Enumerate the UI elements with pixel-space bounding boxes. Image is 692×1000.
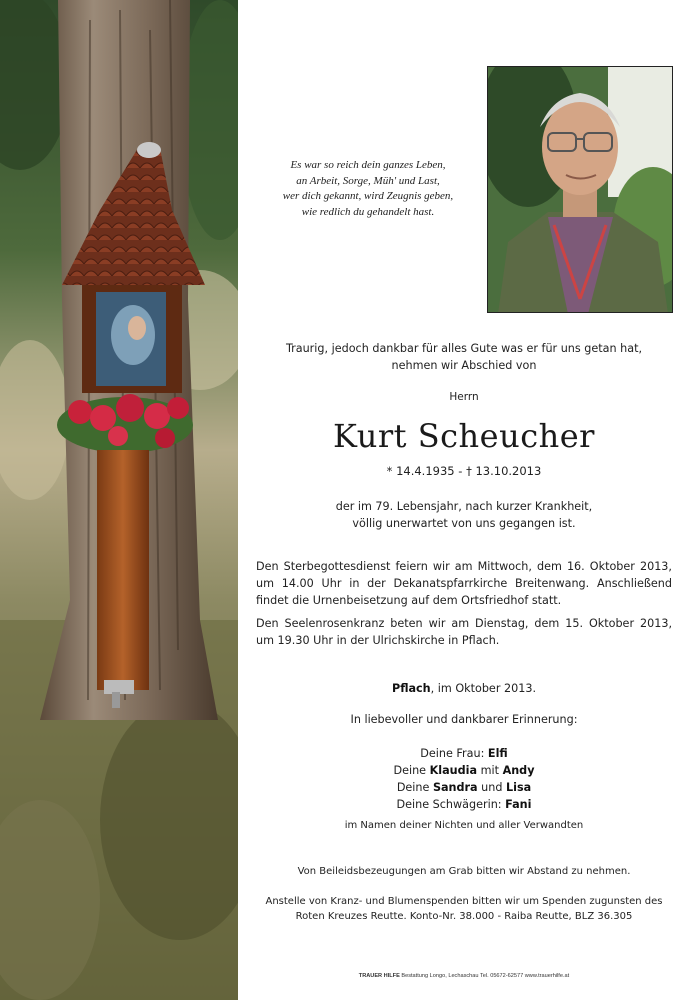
place-date <box>256 682 672 695</box>
passing-text <box>256 498 672 532</box>
donation-line: Roten Kreuzes Reutte. Konto-Nr. 38.000 - Raiba Reutte, BLZ 36.305 <box>295 910 633 922</box>
quote-line: an Arbeit, Sorge, Müh' und Last, <box>296 174 440 187</box>
shrine-illustration <box>0 0 238 1000</box>
funeral-home-footer <box>256 973 672 979</box>
memorial-quote <box>258 158 478 220</box>
memory-heading: In liebevoller und dankbarer Erinnerung: <box>350 713 578 726</box>
footer-brand: TRAUER HILFE <box>358 973 400 979</box>
quote-line: Es war so reich dein ganzes Leben, <box>290 159 446 171</box>
family-name: Sandra <box>432 781 478 794</box>
portrait-photo <box>487 66 673 313</box>
family-member <box>256 796 672 813</box>
intro-line: nehmen wir Abschied von <box>391 359 537 372</box>
condolence-note: Von Beileidsbezeugungen am Grab bitten wir Abstand zu nehmen. <box>297 866 631 877</box>
passing-line: der im 79. Lebensjahr, nach kurzer Krankheit, <box>335 500 593 513</box>
quote-line: wer dich gekannt, wird Zeugnis geben, <box>282 190 454 202</box>
portrait-illustration <box>488 67 673 313</box>
family-list <box>256 745 672 813</box>
family-name: Lisa <box>506 781 532 794</box>
family-member <box>256 762 672 779</box>
family-prefix: Deine Schwägerin: <box>396 798 506 811</box>
passing-line: völlig unerwartet von uns gegangen ist. <box>352 517 576 530</box>
quote-line: wie redlich du gehandelt hast. <box>301 205 435 218</box>
footer-text: Bestattung Longo, Lechaschau Tel. 05672-62577 www.trauerhilfe.at <box>399 973 570 979</box>
family-connector: und <box>477 781 507 794</box>
donation-note <box>256 895 672 924</box>
rosary-paragraph: Den Seelenrosenkranz beten wir am Dienstag, dem 15. Oktober 2013, um 19.30 Uhr in der Ulrichskirche in Pflach. <box>256 617 672 647</box>
place-rest: , im Oktober 2013. <box>430 682 536 695</box>
family-prefix: Deine Frau: <box>420 747 488 760</box>
deceased-name: Kurt Scheucher <box>333 417 595 455</box>
family-connector: mit <box>477 764 503 777</box>
donation-line: Anstelle von Kranz- und Blumenspenden bitten wir um Spenden zugunsten des <box>265 896 663 907</box>
family-member <box>256 745 672 762</box>
intro-line: Traurig, jedoch dankbar für alles Gute was er für uns getan hat, <box>285 342 643 355</box>
family-name: Andy <box>502 764 535 777</box>
shrine-photo <box>0 0 238 1000</box>
family-name: Klaudia <box>429 764 478 777</box>
service-paragraph: Den Sterbegottesdienst feiern wir am Mittwoch, dem 16. Oktober 2013, um 14.00 Uhr in der Dekanatspfarrkirche Breitenwang. Anschließend findet die Urnenbeisetzung auf dem Ortsfriedhof statt. <box>256 560 672 607</box>
family-name: Fani <box>505 798 532 811</box>
place-town: Pflach <box>392 682 431 695</box>
family-member <box>256 779 672 796</box>
life-dates: * 14.4.1935 - † 13.10.2013 <box>386 464 542 478</box>
family-prefix: Deine <box>396 781 433 794</box>
salutation: Herrn <box>449 391 479 403</box>
relatives-note: im Namen deiner Nichten und aller Verwandten <box>344 820 584 831</box>
family-prefix: Deine <box>393 764 430 777</box>
intro-text <box>256 340 672 374</box>
family-name: Elfi <box>487 747 508 760</box>
